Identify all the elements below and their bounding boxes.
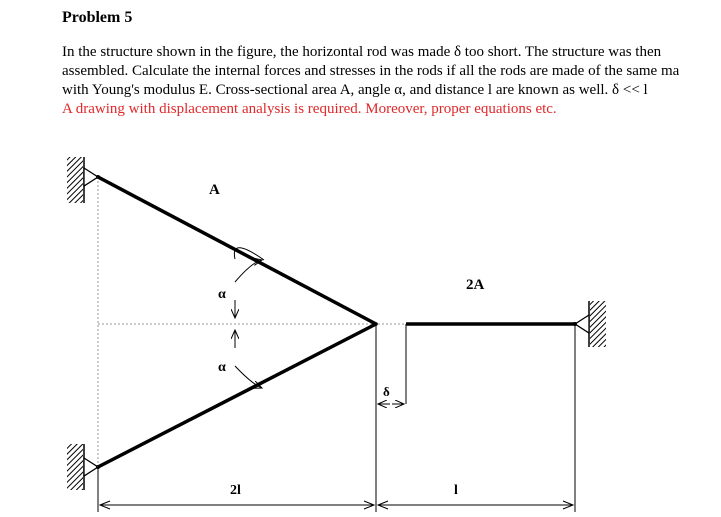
label-angle-bottom: α: [218, 360, 226, 375]
statement-line-2: assembled. Calculate the internal forces and stresses in the rods if all the rods are made of the same ma: [62, 63, 680, 79]
label-gap-delta: δ: [383, 384, 390, 399]
label-angle-top: α: [218, 287, 226, 302]
label-dimension-2l: 2l: [230, 483, 241, 498]
problem-title: Problem 5: [62, 9, 133, 26]
label-dimension-l: l: [454, 483, 458, 498]
label-area-inclined: A: [209, 182, 220, 198]
top-left-support: [67, 157, 100, 203]
label-area-horizontal: 2A: [466, 277, 485, 293]
lower-inclined-rod: [98, 324, 376, 467]
statement-line-3: with Young's modulus E. Cross-sectional area A, angle α, and distance l are known as well. δ << l: [62, 82, 648, 98]
upper-inclined-rod: [98, 177, 376, 324]
bottom-left-support: [67, 444, 100, 490]
statement-line-1: In the structure shown in the figure, the horizontal rod was made δ too short. The structure was then: [62, 44, 662, 60]
right-support: [573, 301, 606, 347]
requirement-note: A drawing with displacement analysis is required. Moreover, proper equations etc.: [62, 101, 557, 117]
